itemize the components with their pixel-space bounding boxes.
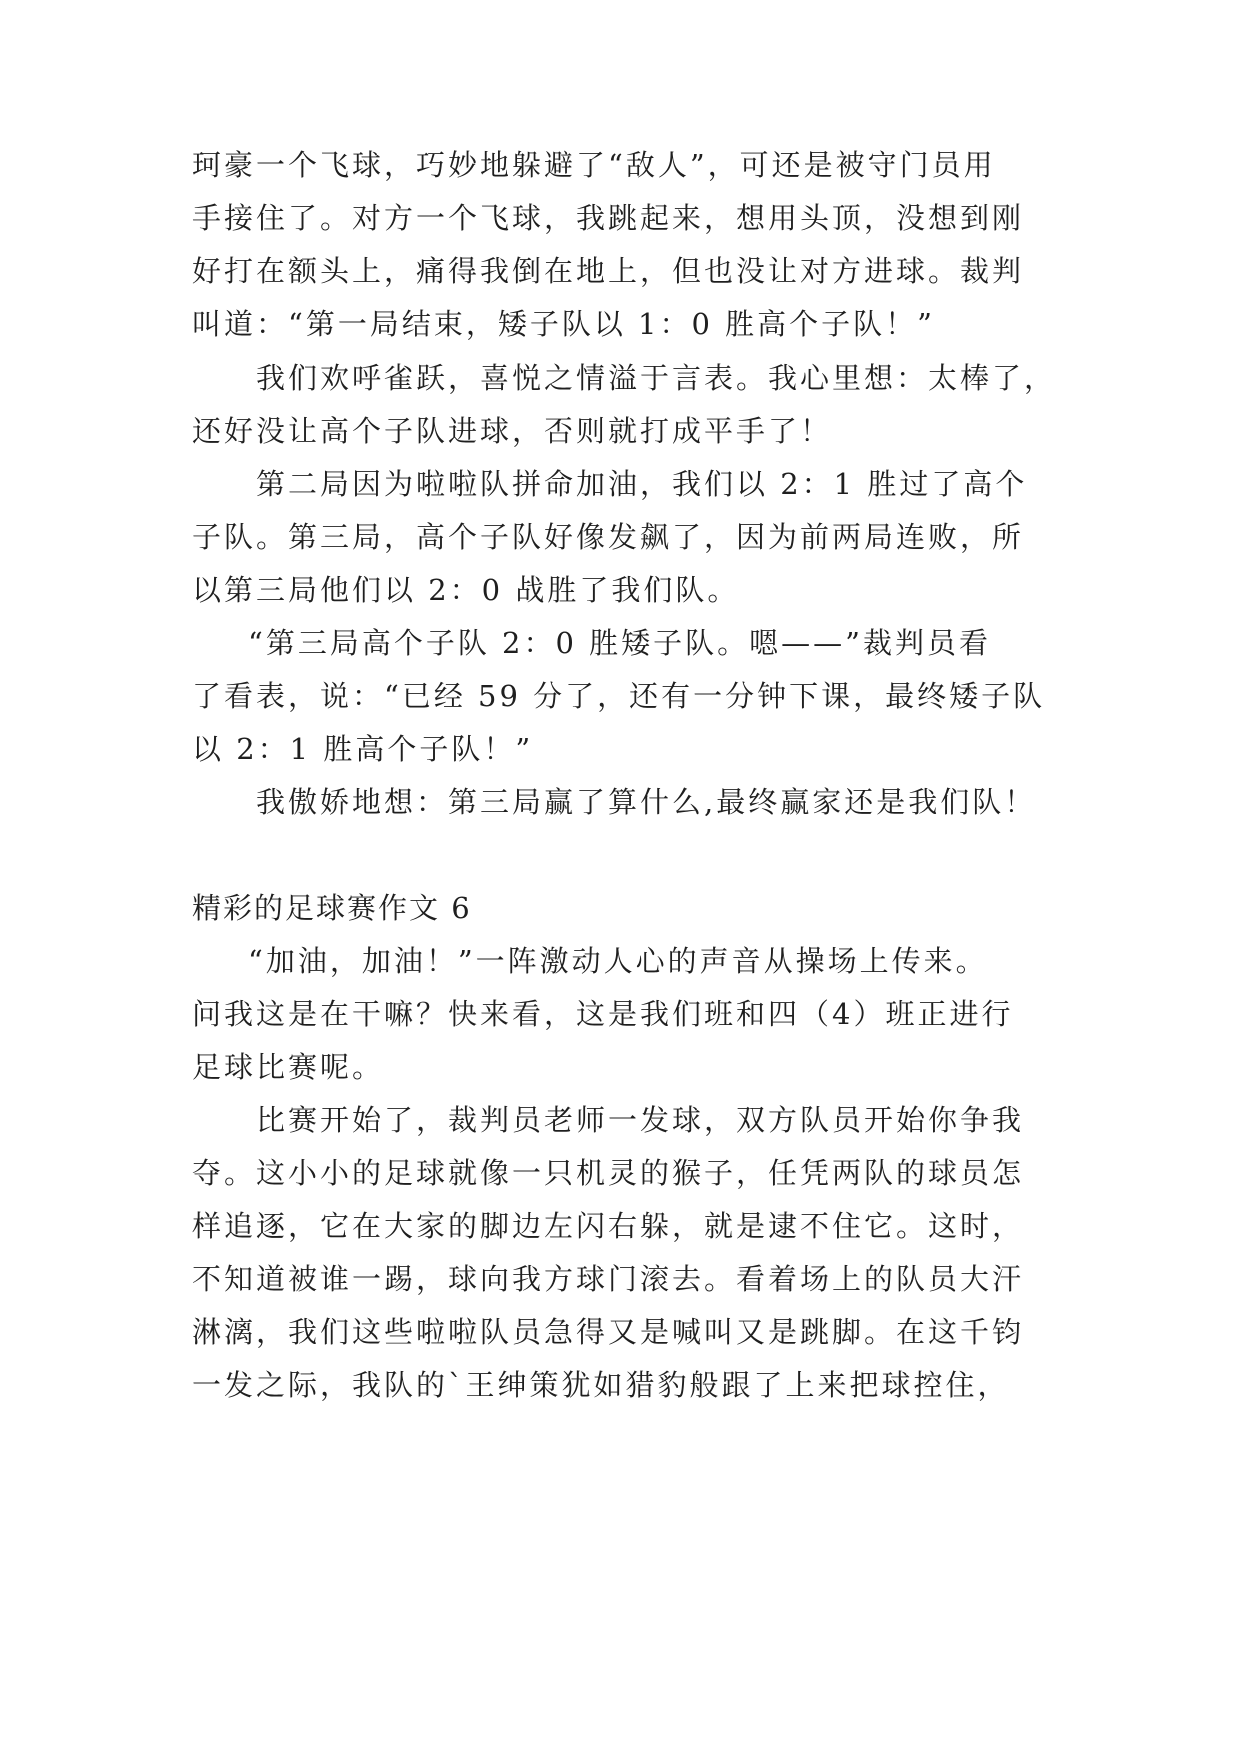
text-line: 还好没让高个子队进球，否则就打成平手了！ xyxy=(192,414,833,448)
text-line: 子队。第三局，高个子队好像发飙了，因为前两局连败，所 xyxy=(192,520,1025,554)
text-line: 不知道被谁一踢，球向我方球门滚去。看着场上的队员大汗 xyxy=(192,1262,1025,1296)
text-line: 以 2：1 胜高个子队！” xyxy=(192,732,534,766)
text-line: 手接住了。对方一个飞球，我跳起来，想用头顶，没想到刚 xyxy=(192,201,1025,235)
text-line: 以第三局他们以 2：0 战胜了我们队。 xyxy=(192,573,740,607)
text-line: 一发之际，我队的`王绅策犹如猎豹般跟了上来把球控住， xyxy=(192,1368,1010,1402)
text-line: 好打在额头上，痛得我倒在地上，但也没让对方进球。裁判 xyxy=(192,254,1025,288)
text-line: 足球比赛呢。 xyxy=(192,1050,385,1084)
text-line: 淋漓，我们这些啦啦队员急得又是喊叫又是跳脚。在这千钧 xyxy=(192,1315,1025,1349)
text-line: “第三局高个子队 2：0 胜矮子队。嗯——”裁判员看 xyxy=(248,626,991,660)
text-line: 我们欢呼雀跃，喜悦之情溢于言表。我心里想：太棒了， xyxy=(256,361,1057,395)
text-line: 样追逐，它在大家的脚边左闪右躲，就是逮不住它。这时， xyxy=(192,1209,1025,1243)
text-line: 叫道：“第一局结束，矮子队以 1：0 胜高个子队！” xyxy=(192,307,935,341)
text-line: 珂豪一个飞球，巧妙地躲避了“敌人”，可还是被守门员用 xyxy=(192,148,996,182)
text-line: 问我这是在干嘛？快来看，这是我们班和四（4）班正进行 xyxy=(192,997,1014,1031)
text-line: 我傲娇地想：第三局赢了算什么,最终赢家还是我们队！ xyxy=(256,785,1037,819)
text-line: 比赛开始了，裁判员老师一发球，双方队员开始你争我 xyxy=(256,1103,1025,1137)
text-line: 夺。这小小的足球就像一只机灵的猴子，任凭两队的球员怎 xyxy=(192,1156,1025,1190)
text-line: 第二局因为啦啦队拼命加油，我们以 2：1 胜过了高个 xyxy=(256,467,1028,501)
text-line: “加油，加油！”一阵激动人心的声音从操场上传来。 xyxy=(248,944,988,978)
text-line: 了看表，说：“已经 59 分了，还有一分钟下课，最终矮子队 xyxy=(192,679,1046,713)
section-title: 精彩的足球赛作文 6 xyxy=(192,891,472,925)
